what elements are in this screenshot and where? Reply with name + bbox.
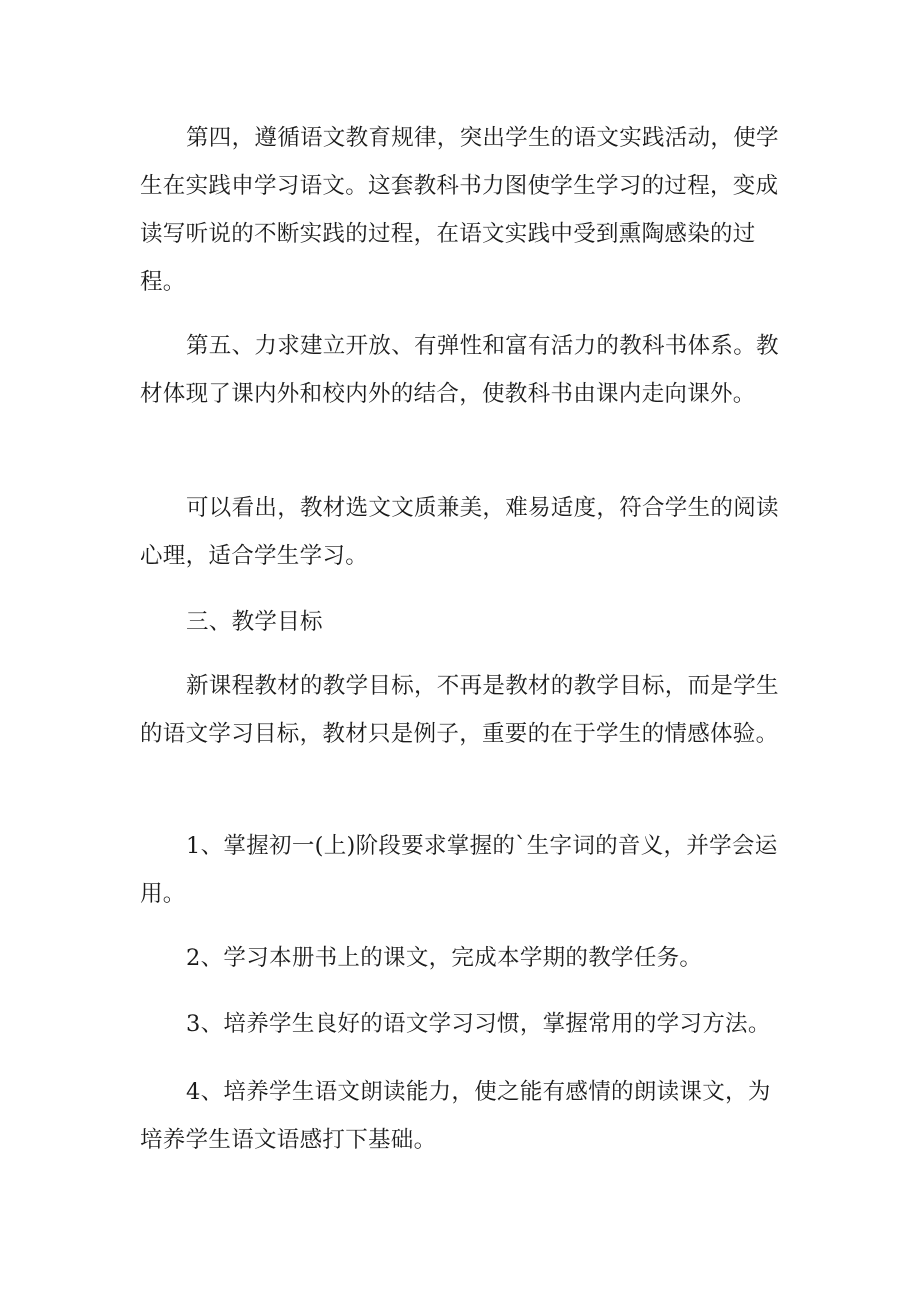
section-heading-teaching-goals: 三、教学目标 (186, 609, 323, 635)
paragraph-principle-five: 第五、力求建立开放、有弹性和富有活力的教科书体系。教材体现了课内外和校内外的结合，使教科书由课内走向课外。 (140, 333, 779, 407)
paragraph-goals-intro: 新课程教材的教学目标，不再是教材的教学目标，而是学生的语文学习目标，教材只是例子，重要的在于学生的情感体验。 (140, 673, 779, 747)
goal-item-2: 2、学习本册书上的课文，完成本学期的教学任务。 (186, 945, 703, 971)
goal-item-1: 1、掌握初一(上)阶段要求掌握的`生字词的音义，并学会运用。 (140, 833, 778, 907)
paragraph-summary: 可以看出，教材选文文质兼美，难易适度，符合学生的阅读心理，适合学生学习。 (140, 495, 779, 569)
paragraph-principle-four: 第四，遵循语文教育规律，突出学生的语文实践活动，使学生在实践申学习语文。这套教科书力图使学生学习的过程，变成读写听说的不断实践的过程，在语文实践中受到熏陶感染的过程。 (140, 125, 779, 295)
goal-item-4: 4、培养学生语文朗读能力，使之能有感情的朗读课文，为培养学生语文语感打下基础。 (140, 1079, 771, 1153)
goal-item-3: 3、培养学生良好的语文学习习惯，掌握常用的学习方法。 (186, 1011, 771, 1037)
